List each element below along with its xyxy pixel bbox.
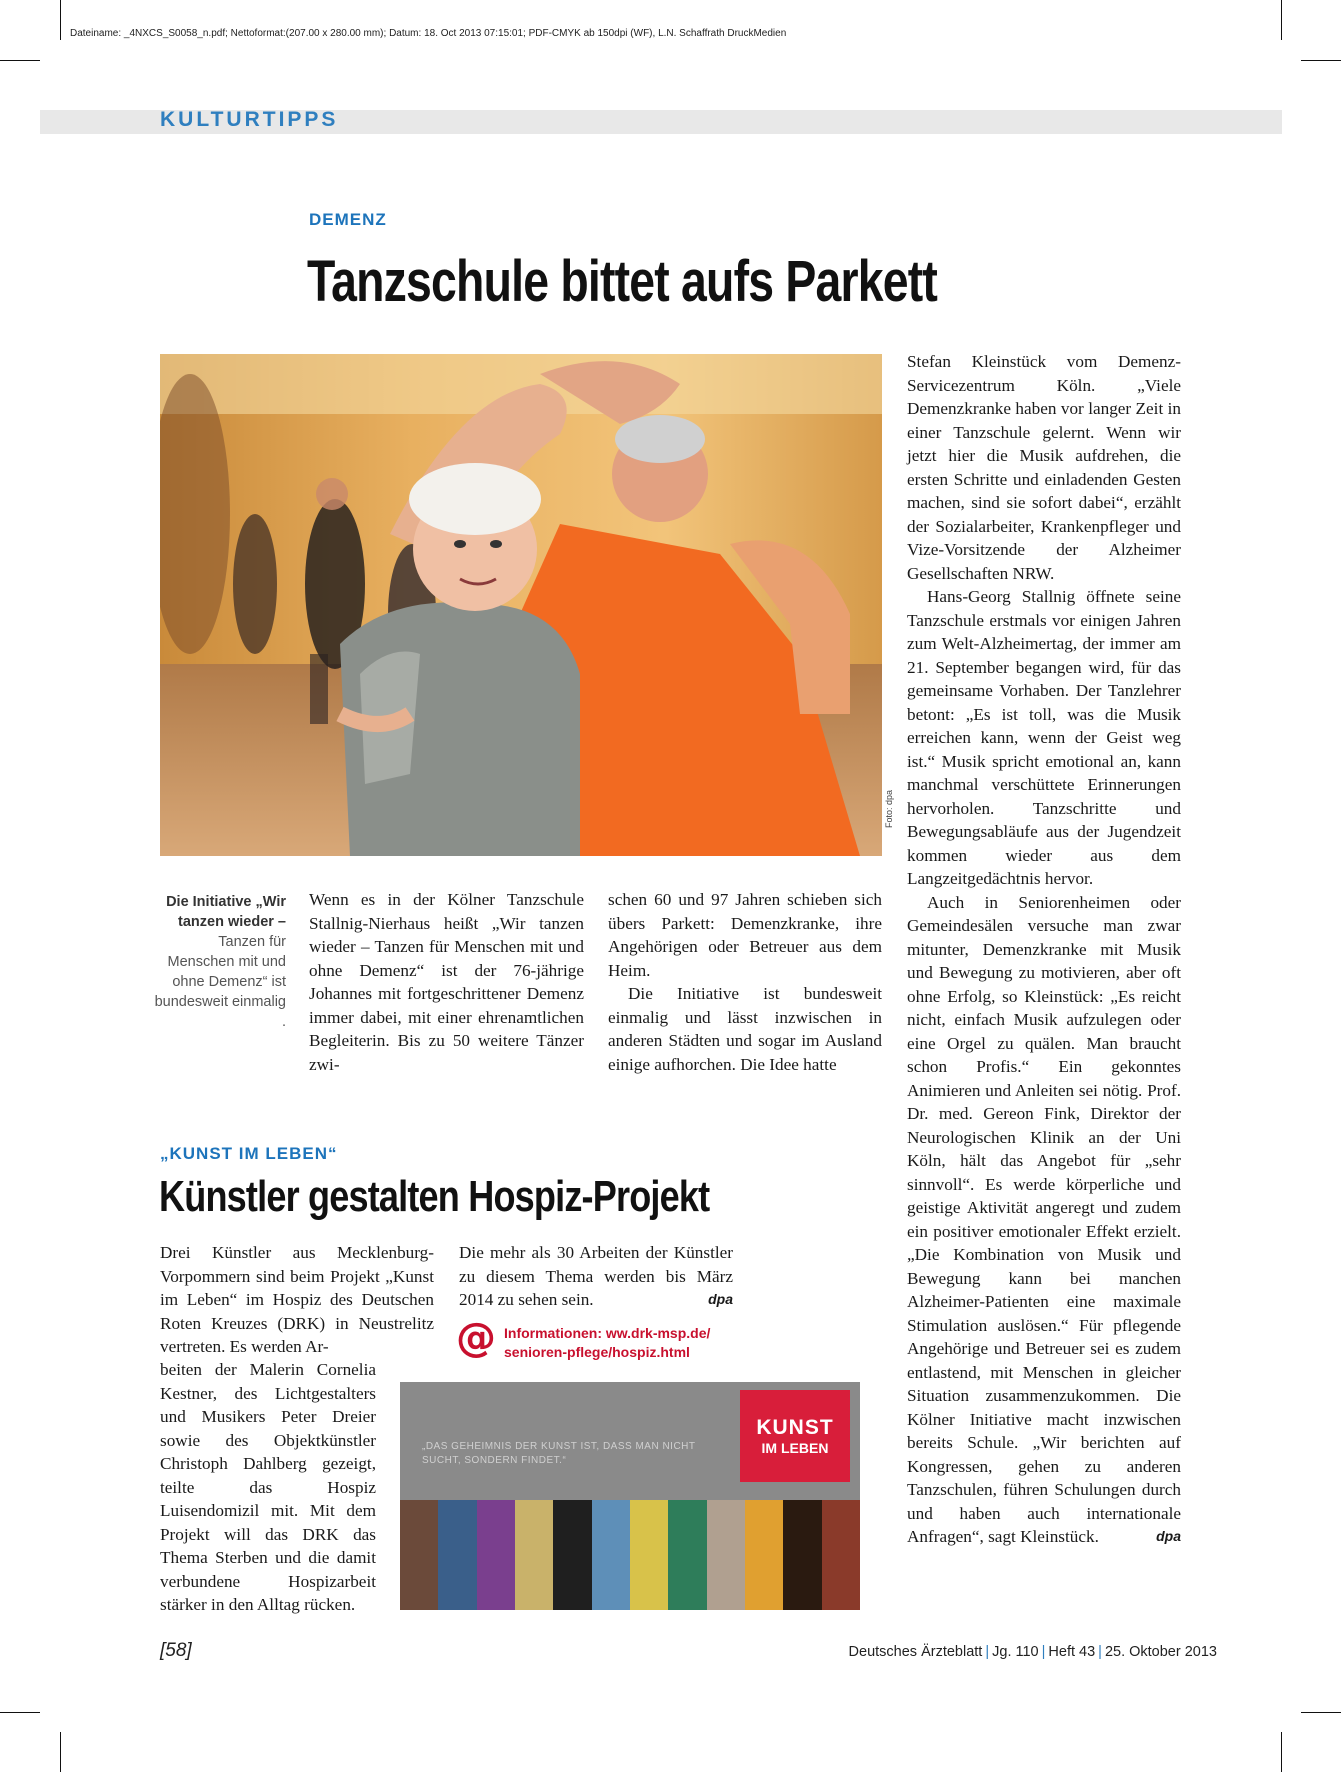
logo-line-2: IM LEBEN	[761, 1440, 829, 1456]
photo-credit: Foto: dpa	[884, 789, 894, 828]
footer-separator: |	[1098, 1644, 1102, 1660]
journal-volume: Jg. 110	[992, 1644, 1039, 1660]
artwork-strip	[400, 1500, 438, 1610]
article1-paragraph: Die Initiative ist bundesweit einmalig und lässt inzwischen in anderen Städten und sogar im Ausland einige aufhorchen. Die Idee hatte	[608, 984, 882, 1074]
info-link-text[interactable]	[504, 1320, 710, 1362]
source-tag: dpa	[708, 1291, 733, 1307]
artwork-strip	[592, 1500, 630, 1610]
footer-separator: |	[1041, 1644, 1046, 1660]
article1-paragraph: schen 60 und 97 Jahren schieben sich übers Parkett: Demenzkranke, ihre Angehörigen oder Betreuer aus dem Heim.	[608, 890, 882, 980]
crop-mark	[0, 60, 40, 61]
artwork-strip	[477, 1500, 515, 1610]
artwork-strip	[553, 1500, 591, 1610]
article2-headline: Künstler gestalten Hospiz-Projekt	[159, 1172, 710, 1221]
source-tag: dpa	[1156, 1528, 1181, 1544]
article1-paragraph: Wenn es in der Kölner Tanzschule Stallnig-Nierhaus heißt „Wir tanzen wieder – Tanzen für Menschen mit und ohne Demenz“ ist der 76-jährige Johannes mit fortgeschrittener Demenz immer dabei, mit einer ehrenamtlichen Begleiterin. Bis zu 50 weitere Tänzer zwi-	[309, 890, 584, 1074]
info-link-box[interactable]	[456, 1315, 756, 1366]
kunst-im-leben-banner	[400, 1382, 860, 1610]
artwork-strip	[515, 1500, 553, 1610]
journal-footer	[849, 1644, 1217, 1660]
crop-mark	[1301, 1712, 1341, 1713]
article1-paragraph: Hans-Georg Stallnig öffnete seine Tanzschule erstmals vor einigen Jahren zum Welt-Alzheimertag, der immer am 21. September begangen wird, für das gemeinsame Vorhaben. Der Tanzlehrer betont: „Es ist toll, was die Musik erreichen kann, wenn der Geist weg ist.“ Musik spricht emotional an, kann manchmal verschüttete Erinnerungen hervorholen. Tanzschritte und Bewegungsabläufe aus der Jugendzeit kommen wieder aus dem Langzeitgedächtnis hervor.	[907, 587, 1181, 888]
article2-paragraph: beiten der Malerin Cornelia Kestner, des Lichtgestalters und Musikers Peter Dreier sowie des Objektkünstler Christoph Dahlberg gezeigt, teilte das Hospiz Luisendomizil mit. Mit dem Projekt will das DRK das Thema Sterben und die damit verbundene Hospizarbeit stärker in den Alltag rücken.	[160, 1360, 376, 1614]
article2-kicker: „KUNST IM LEBEN“	[160, 1144, 338, 1163]
article-headline: Tanzschule bittet aufs Parkett	[307, 249, 938, 314]
journal-date: 25. Oktober 2013	[1104, 1644, 1217, 1660]
article1-column-3	[907, 350, 1181, 1549]
artwork-strip	[630, 1500, 668, 1610]
crop-mark	[1301, 60, 1341, 61]
logo-line-1: KUNST	[756, 1416, 834, 1439]
page-number: [58]	[160, 1640, 192, 1661]
article2-column-1-bottom	[160, 1358, 376, 1617]
footer-separator: |	[985, 1644, 990, 1660]
article2-paragraph-text: Die mehr als 30 Arbeiten der Künstler zu diesem Thema werden bis März 2014 zu sehen sein.	[459, 1243, 733, 1309]
dancing-photo	[160, 354, 882, 856]
info-link-line-1: Informationen: ww.drk-msp.de/	[504, 1325, 711, 1341]
crop-mark	[60, 0, 61, 40]
article2-paragraph	[459, 1241, 733, 1312]
artwork-strip-row	[400, 1500, 860, 1610]
crop-mark	[1281, 1732, 1282, 1772]
kunst-im-leben-logo	[740, 1390, 850, 1482]
article1-paragraph-text: Auch in Seniorenheimen oder Gemeindesälen versuche man zwar mitunter, Demenzkranke mit Musik und Bewegung zu motivieren, aber oft ohne Erfolg, so Kleinstück: „Es reicht nicht, einfach Musik aufzulegen oder eine Orgel zu quälen. Man braucht schon Profis.“ Ein gekonntes Animieren und Anleiten sei nötig. Prof. Dr. med. Gereon Fink, Direktor der Neurologischen Klinik an der Uni Köln, hält das Angebot für „sehr sinnvoll“. Es werde körperliche und geistige Aktivität angeregt und zudem ein positiver emotionaler Effekt erzielt. „Die Kombination von Musik und Bewegung kann bei manchen Alzheimer-Patienten eine maximale Stimulation auslösen.“ Für pflegende Angehörige und Betreuer sei es zudem entlastend, mit Menschen in gleicher Situation zusammenzukommen. Die Kölner Initiative macht inzwischen bereits Schule. „Wir berichten auf Kongressen, gehen zu anderen Tanzschulen, führen Schulungen durch und haben auch internationale Anfragen“, sagt Kleinstück.	[907, 892, 1181, 1546]
caption-text: Tanzen für Menschen mit und ohne Demenz“ ist bundesweit einmalig .	[154, 934, 286, 1030]
crop-mark	[60, 1732, 61, 1772]
artwork-strip	[707, 1500, 745, 1610]
article-kicker: DEMENZ	[309, 210, 387, 229]
artwork-strip	[783, 1500, 821, 1610]
print-file-info: Dateiname: _4NXCS_S0058_n.pdf; Nettoformat:(207.00 x 280.00 mm); Datum: 18. Oct 2013 07:15:01; PDF-CMYK ab 150dpi (WF), L.N. Schaffrath DruckMedien	[70, 28, 787, 39]
banner-quote: „DAS GEHEIMNIS DER KUNST IST, DASS MAN NICHT SUCHT, SONDERN FINDET.“	[422, 1441, 696, 1466]
article2-column-2	[459, 1241, 733, 1312]
caption-lead: Die Initiative „Wir tanzen wieder –	[166, 894, 286, 930]
photo-illustration	[160, 354, 882, 856]
info-link-line-2: senioren-pflege/hospiz.html	[504, 1344, 690, 1360]
article2-paragraph: Drei Künstler aus Mecklenburg-Vorpommern sind beim Projekt „Kunst im Leben“ im Hospiz des Deutschen Roten Kreuzes (DRK) in Neustrelitz vertreten. Es werden Ar-	[160, 1243, 434, 1356]
section-label: KULTURTIPPS	[160, 108, 339, 131]
article1-paragraph: Stefan Kleinstück vom Demenz-Servicezentrum Köln. „Viele Demenzkranke haben vor langer Zeit in einer Tanzschule gelernt. Wenn wir jetzt hier die Musik aufdrehen, die ersten Schritte und einladenden Gesten machen, sind sie sofort dabei“, erzählt der Sozialarbeiter, Krankenpfleger und Vize-Vorsitzende der Alzheimer Gesellschaften NRW.	[907, 352, 1181, 583]
article1-column-2	[608, 888, 882, 1076]
article2-column-1-top	[160, 1241, 434, 1359]
at-sign-icon: @	[456, 1315, 496, 1361]
crop-mark	[1281, 0, 1282, 40]
article1-column-1	[309, 888, 584, 1076]
artwork-strip	[668, 1500, 706, 1610]
crop-mark	[0, 1712, 40, 1713]
artwork-strip	[822, 1500, 860, 1610]
article1-paragraph	[907, 891, 1181, 1549]
artwork-strip	[438, 1500, 476, 1610]
artwork-strip	[745, 1500, 783, 1610]
journal-issue: Heft 43	[1048, 1644, 1096, 1660]
journal-name: Deutsches Ärzteblatt	[848, 1644, 983, 1660]
photo-caption	[150, 892, 286, 1032]
